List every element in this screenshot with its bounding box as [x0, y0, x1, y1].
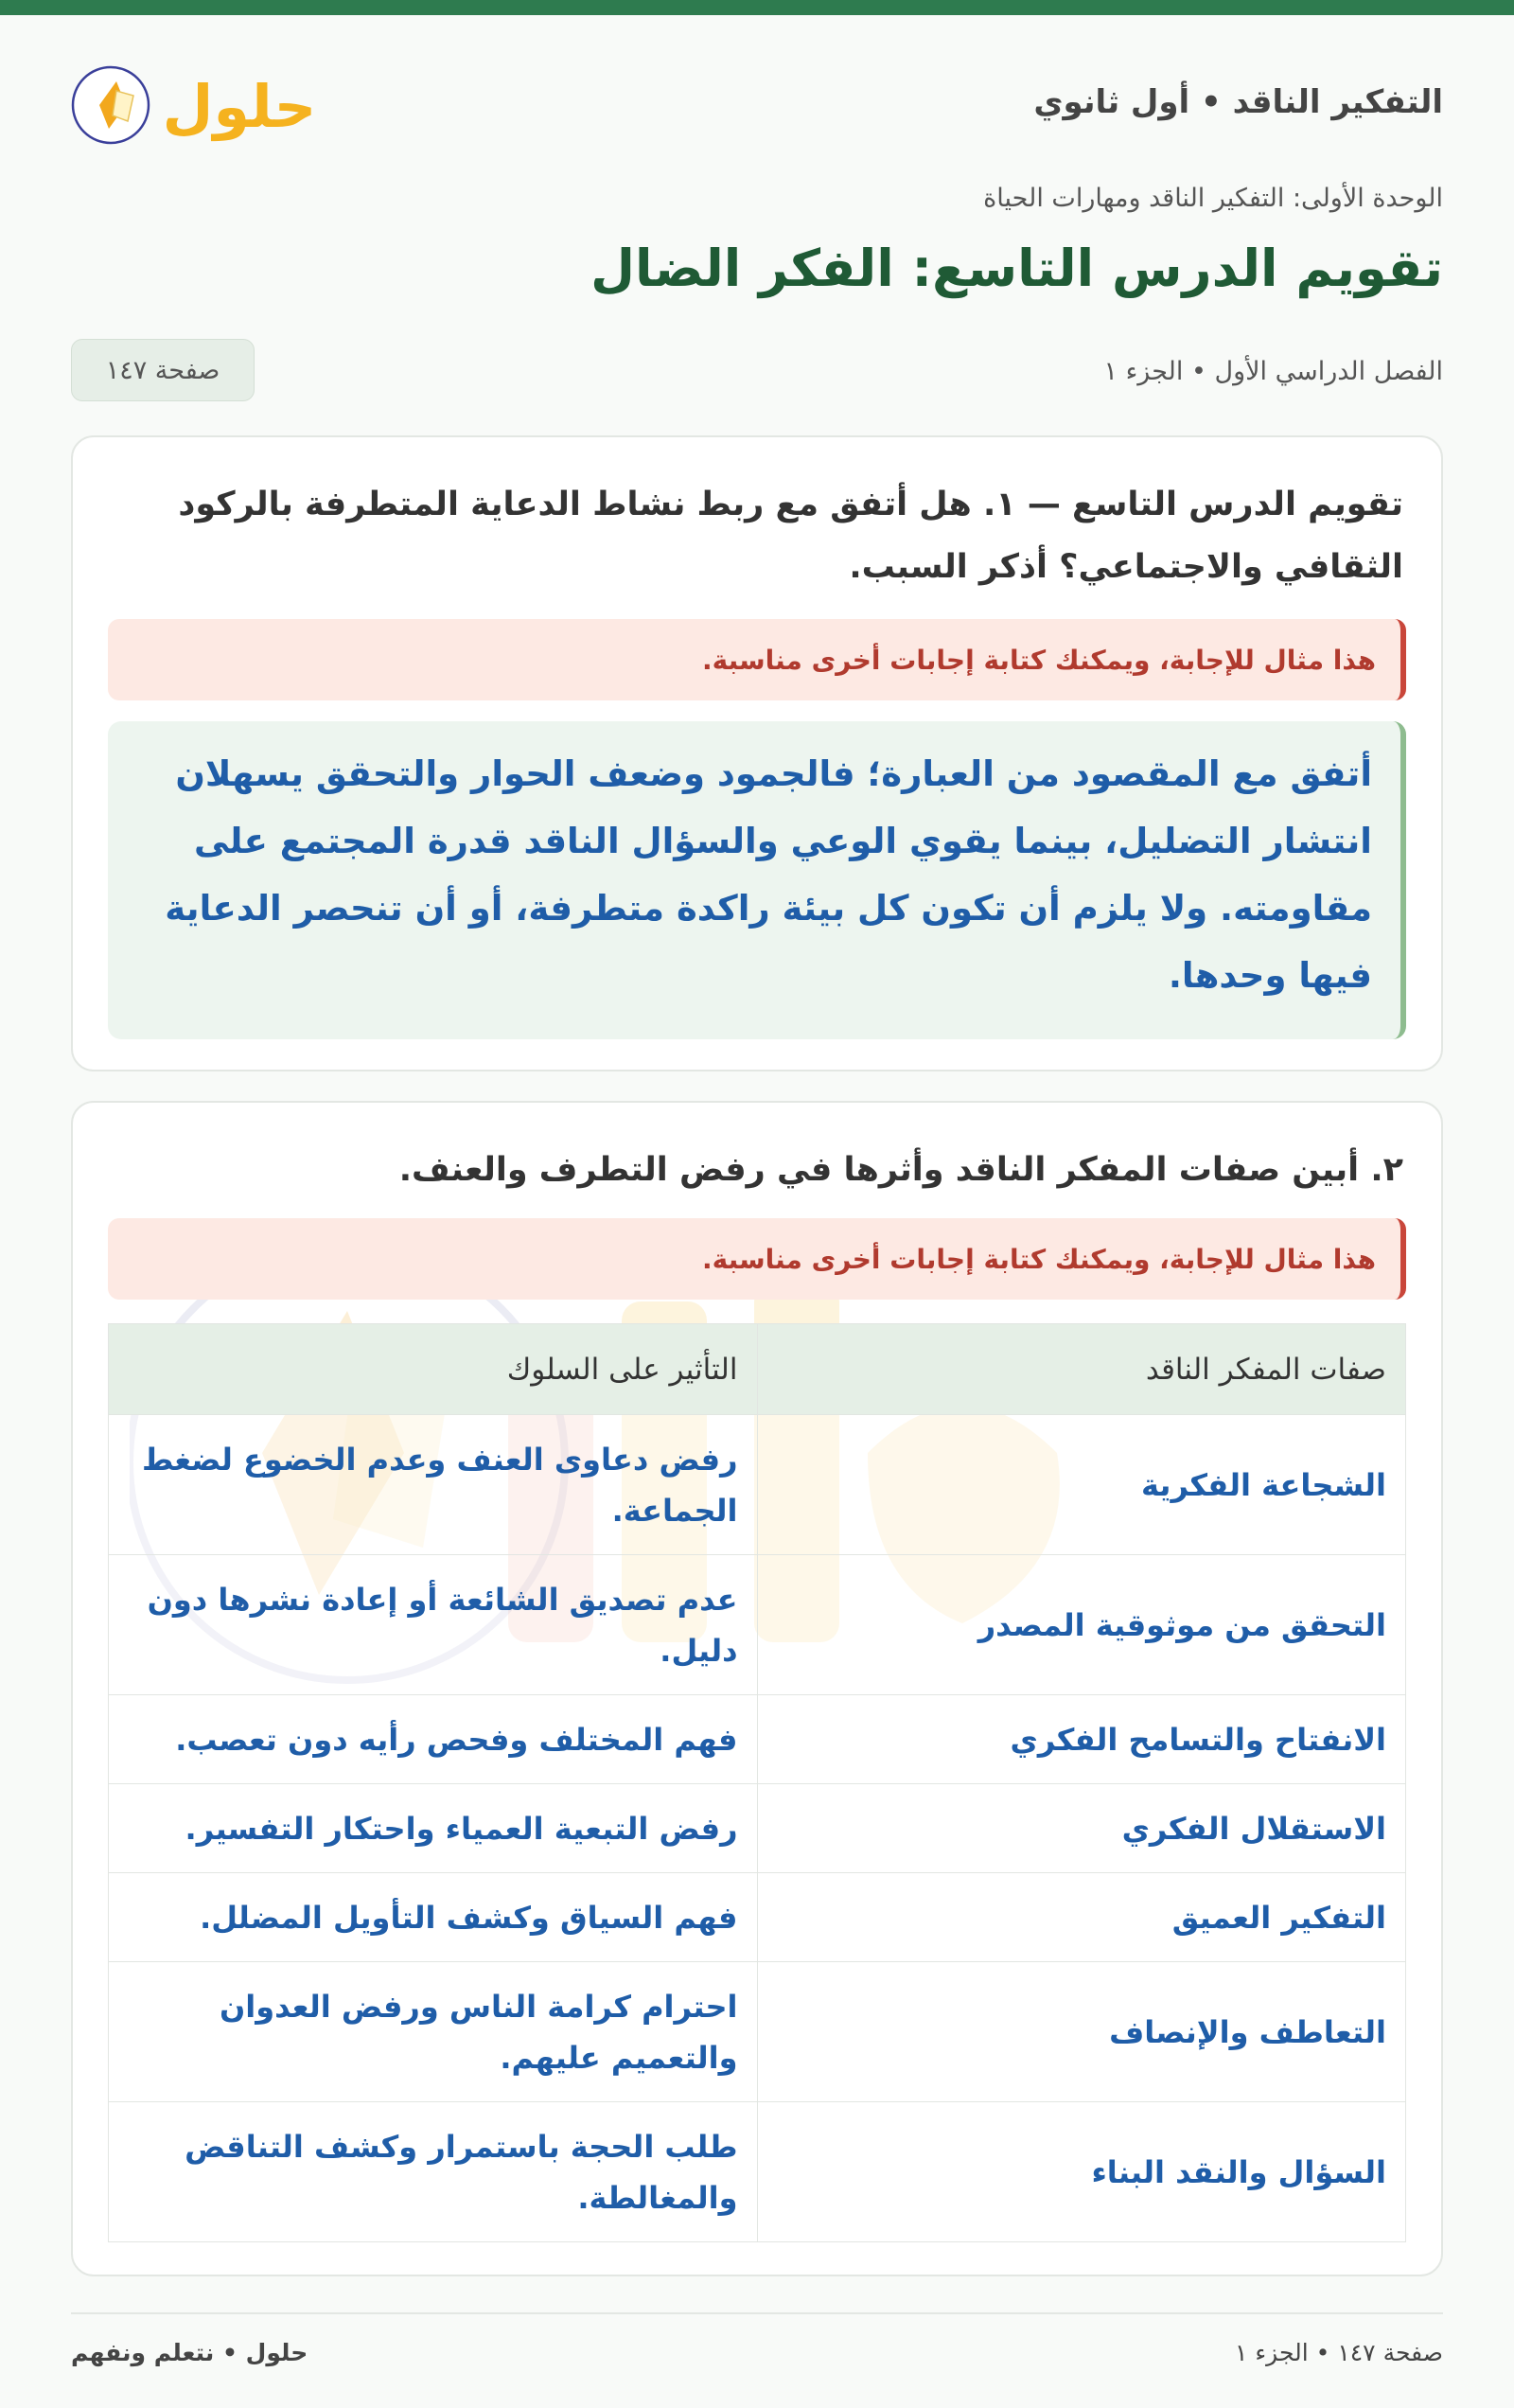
question-1-text: تقويم الدرس التاسع — ١. هل أتفق مع ربط نشاط الدعاية المتطرفة بالركود الثقافي والاجتماعي؟ أذكر السبب.	[178, 486, 1403, 586]
unit-breadcrumb: الوحدة الأولى: التفكير الناقد ومهارات الحياة	[983, 184, 1443, 213]
question-2-text: ٢. أبين صفات المفكر الناقد وأثرها في رفض التطرف والعنف.	[398, 1151, 1403, 1189]
trait-cell: التحقق من موثوقية المصدر	[757, 1555, 1406, 1695]
header-traits: صفات المفكر الناقد	[757, 1324, 1406, 1415]
effect-cell: احترام كرامة الناس ورفض العدوان والتعميم عليهم.	[109, 1962, 758, 2102]
question-card-1	[71, 435, 1443, 1071]
page-header	[71, 53, 1443, 152]
answer-1-text: أتفق مع المقصود من العبارة؛ فالجمود وضعف الحوار والتحقق يسهلان انتشار التضليل، بينما يقوي الوعي والسؤال الناقد قدرة المجتمع على مقاومته. ولا يلزم أن تكون كل بيئة راكدة متطرفة، أو أن تنحصر الدعاية فيها وحدها.	[108, 721, 1406, 1039]
table-row	[109, 1962, 1406, 2102]
footer-brand: حلول • نتعلم ونفهم	[71, 2339, 308, 2366]
table-row	[109, 1555, 1406, 1695]
page-number-badge: صفحة ١٤٧	[71, 339, 255, 401]
header-effect: التأثير على السلوك	[109, 1324, 758, 1415]
subject-grade-label: التفكير الناقد • أول ثانوي	[1033, 83, 1443, 121]
trait-cell: التعاطف والإنصاف	[757, 1962, 1406, 2102]
trait-cell: الشجاعة الفكرية	[757, 1415, 1406, 1555]
semester-label: الفصل الدراسي الأول • الجزء ١	[1103, 357, 1443, 386]
effect-cell: رفض دعاوى العنف وعدم الخضوع لضغط الجماعة.	[109, 1415, 758, 1555]
answer-note-2: هذا مثال للإجابة، ويمكنك كتابة إجابات أخرى مناسبة.	[108, 1218, 1406, 1300]
effect-cell: طلب الحجة باستمرار وكشف التناقض والمغالطة.	[109, 2102, 758, 2242]
trait-cell: التفكير العميق	[757, 1873, 1406, 1962]
effect-cell: فهم المختلف وفحص رأيه دون تعصب.	[109, 1695, 758, 1784]
table-row	[109, 2102, 1406, 2242]
table-row	[109, 1415, 1406, 1555]
table-row	[109, 1695, 1406, 1784]
page-title: تقويم الدرس التاسع: الفكر الضال	[590, 239, 1443, 298]
logo-text: حلول	[162, 72, 317, 141]
answer-note-1: هذا مثال للإجابة، ويمكنك كتابة إجابات أخرى مناسبة.	[108, 619, 1406, 700]
table-row	[109, 1784, 1406, 1873]
table-row	[109, 1873, 1406, 1962]
trait-cell: الانفتاح والتسامح الفكري	[757, 1695, 1406, 1784]
effect-cell: عدم تصديق الشائعة أو إعادة نشرها دون دليل.	[109, 1555, 758, 1695]
top-accent-bar	[0, 0, 1514, 15]
footer-page-info: صفحة ١٤٧ • الجزء ١	[1235, 2339, 1443, 2366]
trait-cell: السؤال والنقد البناء	[757, 2102, 1406, 2242]
effect-cell: رفض التبعية العمياء واحتكار التفسير.	[109, 1784, 758, 1873]
hulul-logo	[71, 53, 326, 152]
trait-cell: الاستقلال الفكري	[757, 1784, 1406, 1873]
table-header-row	[109, 1324, 1406, 1415]
question-card-2	[71, 1101, 1443, 2276]
effect-cell: فهم السياق وكشف التأويل المضلل.	[109, 1873, 758, 1962]
traits-table	[108, 1323, 1406, 2242]
footer-divider	[71, 2312, 1443, 2314]
